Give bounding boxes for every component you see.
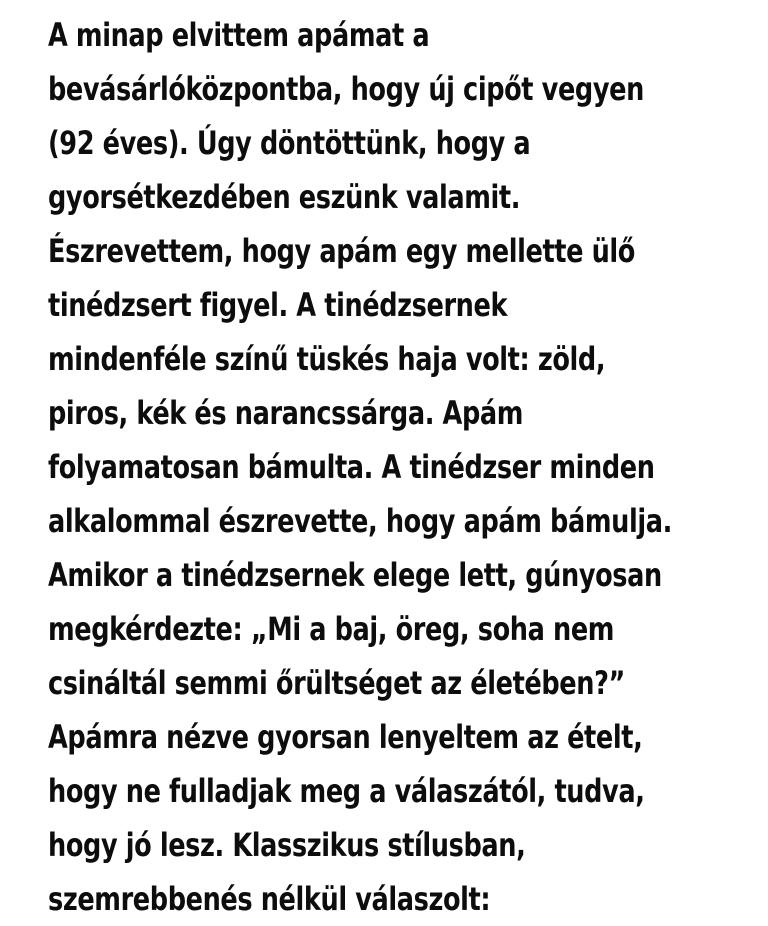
story-line: gyorsétkezdében eszünk valamit. (48, 178, 521, 216)
story-line: A minap elvittem apámat a (48, 16, 430, 54)
story-line: megkérdezte: „Mi a baj, öreg, soha nem (48, 610, 615, 648)
story-line: szemrebbenés nélkül válaszolt: (48, 880, 491, 918)
story-line: alkalommal észrevette, hogy apám bámulja. (48, 502, 672, 540)
story-line: Apámra nézve gyorsan lenyeltem az ételt, (48, 718, 643, 756)
story-line: mindenféle színű tüskés haja volt: zöld, (48, 340, 606, 378)
story-line: piros, kék és narancssárga. Apám (48, 394, 524, 432)
story-line: tinédzsert figyel. A tinédzsernek (48, 286, 508, 324)
story-line: folyamatosan bámulta. A tinédzser minden (48, 448, 655, 486)
story-line: hogy jó lesz. Klasszikus stílusban, (48, 826, 526, 864)
story-line: hogy ne fulladjak meg a válaszától, tudva, (48, 772, 645, 810)
story-line: Észrevettem, hogy apám egy mellette ülő (48, 232, 635, 270)
story-line: csináltál semmi őrültséget az életében?” (48, 664, 625, 702)
story-line: (92 éves). Úgy döntöttünk, hogy a (48, 124, 531, 162)
story-line: Amikor a tinédzsernek elege lett, gúnyosan (48, 556, 662, 594)
story-line: bevásárlóközpontba, hogy új cipőt vegyen (48, 70, 644, 108)
story-text (48, 8, 748, 926)
